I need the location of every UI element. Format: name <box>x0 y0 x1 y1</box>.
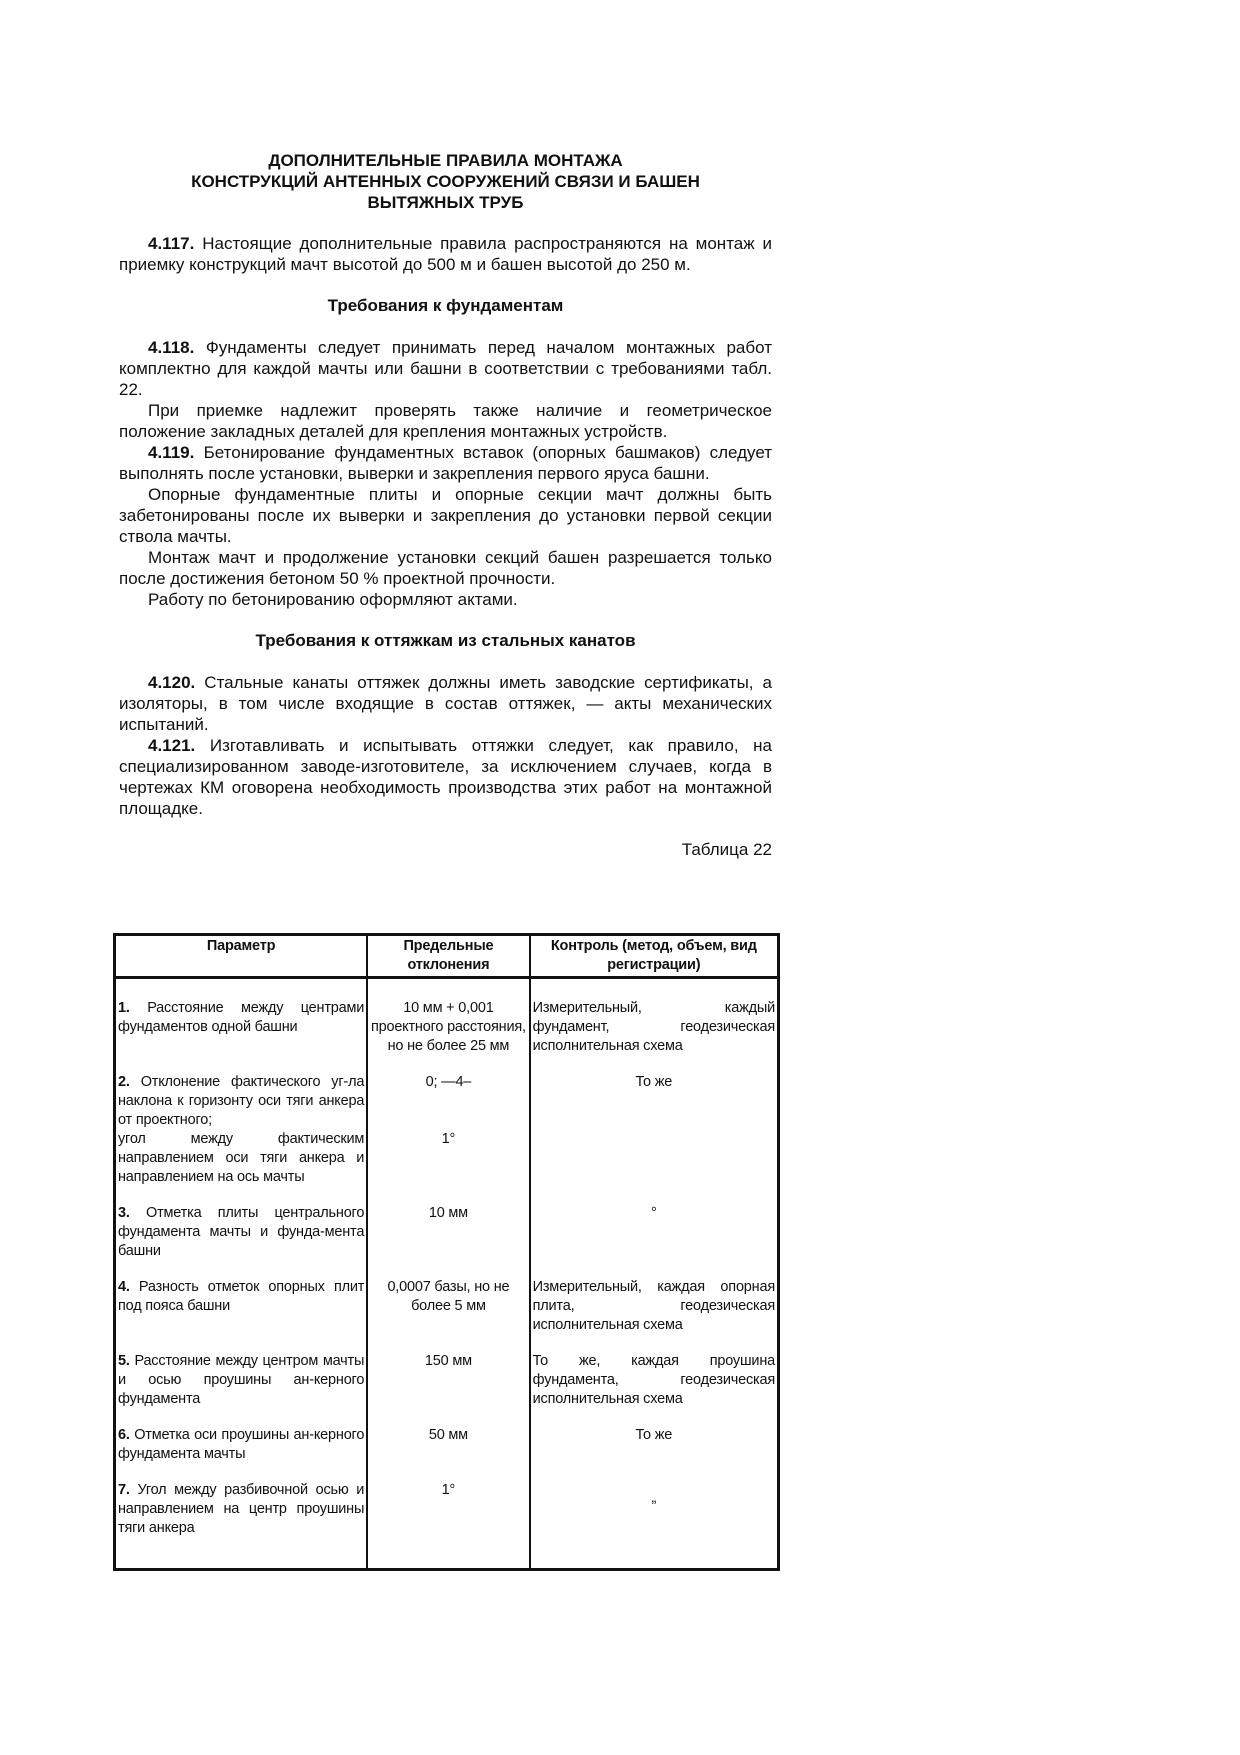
ditto-mark: „ <box>651 1490 657 1506</box>
parameter-text: Отметка оси проушины ан-керного фундамента мачты <box>118 1427 365 1462</box>
clause-number: 4.117. <box>148 234 195 253</box>
table-row <box>115 1187 779 1261</box>
parameter-text: Расстояние между центрами фундаментов одной башни <box>118 1000 365 1035</box>
cell-parameter <box>115 1056 368 1187</box>
paragraph-text: Стальные канаты оттяжек должны иметь заводские сертификаты, а изоляторы, в том числе входящие в состав оттяжек, — акты механических испытаний. <box>119 673 772 734</box>
cell-parameter <box>115 1409 368 1464</box>
row-number: 5. <box>118 1353 130 1369</box>
paragraph-text: Бетонирование фундаментных вставок (опорных башмаков) следует выполнять после установки, выверки и закрепления первого яруса башни. <box>119 443 772 483</box>
row-number: 7. <box>118 1482 130 1498</box>
row-number: 3. <box>118 1205 130 1221</box>
cell-parameter <box>115 978 368 1057</box>
row-number: 6. <box>118 1427 130 1443</box>
clause-number: 4.121. <box>148 736 196 755</box>
cell-control: Измерительный, каждый фундамент, геодезическая исполнительная схема <box>530 978 779 1057</box>
paragraph-text: Изготавливать и испытывать оттяжки следует, как правило, на специализированном заводе-изготовителе, за исключением случаев, когда в чертежах КМ оговорена необходимость производства этих работ на монтажной площадке. <box>119 736 772 818</box>
table-row <box>115 1409 779 1464</box>
tolerance-table <box>113 933 780 1571</box>
cell-parameter <box>115 1335 368 1409</box>
cell-deviation: 10 мм + 0,001 проектного расстояния, но не более 25 мм <box>367 978 529 1057</box>
clause-number: 4.119. <box>148 443 195 462</box>
document-title <box>119 150 772 213</box>
section-heading-foundations: Требования к фундаментам <box>327 296 564 315</box>
table-row <box>115 978 779 1057</box>
cell-deviation: 10 мм <box>367 1187 529 1261</box>
row-number: 2. <box>118 1074 130 1090</box>
section-heading-guy-ropes: Требования к оттяжкам из стальных канатов <box>255 631 636 650</box>
title-line-2: КОНСТРУКЦИЙ АНТЕННЫХ СООРУЖЕНИЙ СВЯЗИ И БАШЕН <box>191 172 700 191</box>
paragraph-4-117 <box>119 233 772 275</box>
paragraph-text: Настоящие дополнительные правила распространяются на монтаж и приемку конструкций мачт высотой до 500 м и башен высотой до 250 м. <box>119 234 772 274</box>
document-body <box>119 150 772 880</box>
parameter-text-secondary: угол между фактическим направлением оси тяги анкера и направлением на ось мачты <box>118 1131 365 1185</box>
cell-parameter <box>115 1187 368 1261</box>
table-row <box>115 1056 779 1187</box>
header-parameter: Параметр <box>115 935 368 978</box>
paragraph-4-120 <box>119 672 772 735</box>
cell-control: То же <box>530 1409 779 1464</box>
table-row <box>115 1261 779 1335</box>
paragraph-4-119-continued-2: Монтаж мачт и продолжение установки секций башен разрешается только после достижения бетоном 50 % проектной прочности. <box>119 548 772 588</box>
table-row <box>115 1464 779 1570</box>
deviation-secondary: 1° <box>441 1131 456 1147</box>
table-header-row <box>115 935 779 978</box>
paragraph-4-119-continued-3: Работу по бетонированию оформляют актами. <box>148 590 518 609</box>
paragraph-text: Фундаменты следует принимать перед началом монтажных работ комплектно для каждой мачты или башни в соответствии с требованиями табл. 22. <box>119 338 772 399</box>
row-number: 4. <box>118 1279 130 1295</box>
cell-control: Измерительный, каждая опорная плита, геодезическая исполнительная схема <box>530 1261 779 1335</box>
clause-number: 4.120. <box>148 673 196 692</box>
parameter-text: Угол между разбивочной осью и направлением на центр проушины тяги анкера <box>118 1482 365 1536</box>
table-caption: Таблица 22 <box>681 840 772 859</box>
cell-control: ° <box>530 1187 779 1261</box>
cell-parameter <box>115 1464 368 1570</box>
cell-deviation: 1° <box>367 1464 529 1570</box>
paragraph-4-118 <box>119 337 772 400</box>
cell-deviation: 150 мм <box>367 1335 529 1409</box>
paragraph-4-119-continued-1: Опорные фундаментные плиты и опорные секции мачт должны быть забетонированы после их выверки и закрепления до установки первой секции ствола мачты. <box>119 485 772 546</box>
cell-deviation: 0,0007 базы, но не более 5 мм <box>367 1261 529 1335</box>
title-line-3: ВЫТЯЖНЫХ ТРУБ <box>367 193 524 212</box>
parameter-text: Разность отметок опорных плит под пояса башни <box>118 1279 365 1314</box>
parameter-text: Расстояние между центром мачты и осью проушины ан-керного фундамента <box>118 1353 365 1407</box>
parameter-text: Отклонение фактического уг-ла наклона к горизонту оси тяги анкера от проектного; <box>118 1074 365 1128</box>
clause-number: 4.118. <box>148 338 195 357</box>
header-control: Контроль (метод, объем, вид регистрации) <box>530 935 779 978</box>
cell-control: То же <box>530 1056 779 1187</box>
paragraph-4-118-continued: При приемке надлежит проверять также наличие и геометрическое положение закладных деталей для крепления монтажных устройств. <box>119 401 772 441</box>
cell-control <box>530 1464 779 1570</box>
row-number: 1. <box>118 1000 130 1016</box>
paragraph-4-119 <box>119 442 772 484</box>
cell-control: То же, каждая проушина фундамента, геодезическая исполнительная схема <box>530 1335 779 1409</box>
title-line-1: ДОПОЛНИТЕЛЬНЫЕ ПРАВИЛА МОНТАЖА <box>268 151 623 170</box>
header-deviation: Предельные отклонения <box>367 935 529 978</box>
cell-deviation: 50 мм <box>367 1409 529 1464</box>
deviation-primary: 0; —4– <box>425 1074 472 1090</box>
paragraph-4-121 <box>119 735 772 819</box>
cell-deviation <box>367 1056 529 1187</box>
cell-parameter <box>115 1261 368 1335</box>
parameter-text: Отметка плиты центрального фундамента мачты и фунда-мента башни <box>118 1205 365 1259</box>
table-row <box>115 1335 779 1409</box>
